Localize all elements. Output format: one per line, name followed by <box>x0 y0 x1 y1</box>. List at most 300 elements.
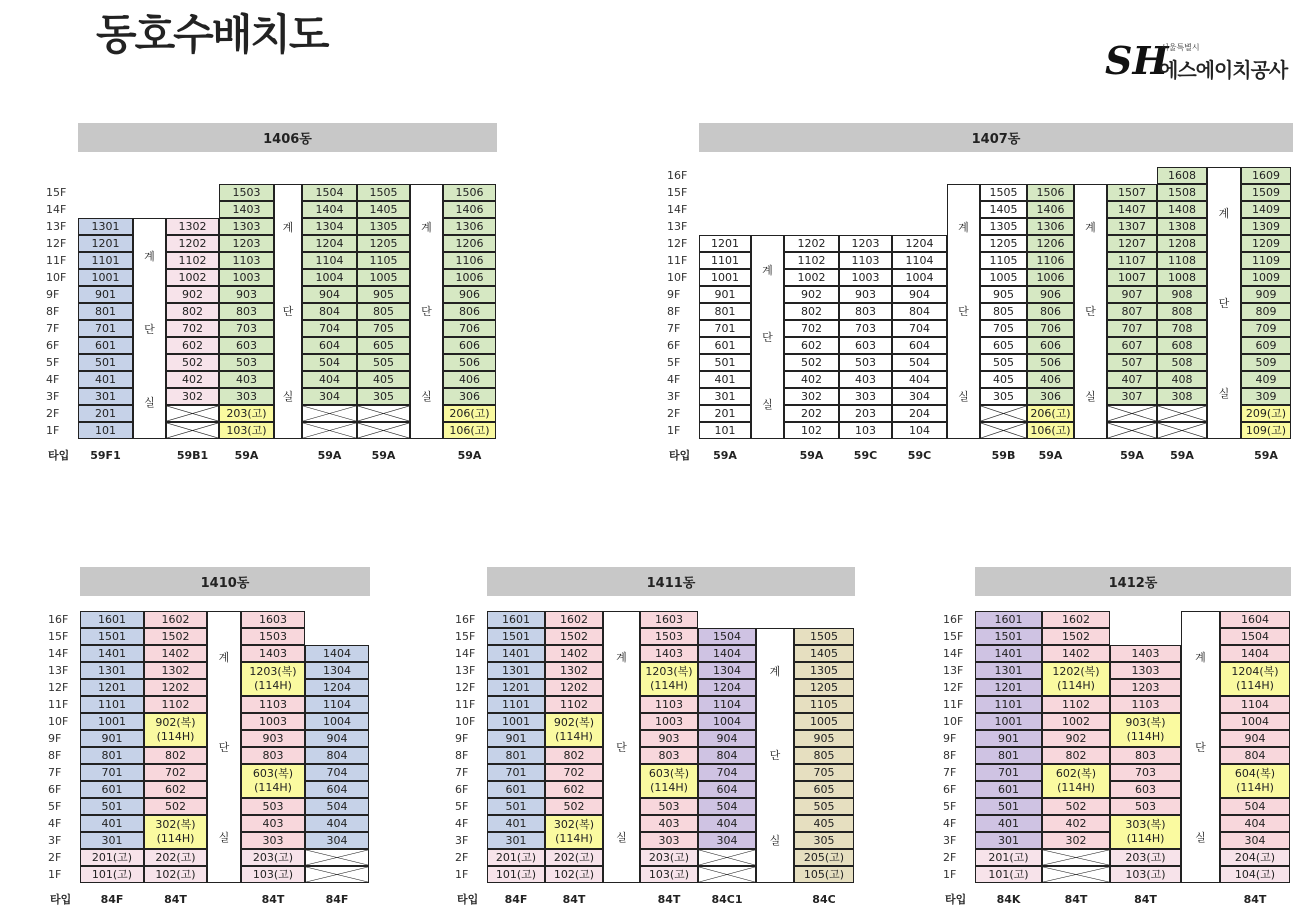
unit-cell: 1203 <box>839 235 892 252</box>
unit-cell: 102 <box>784 422 839 439</box>
unit-type-label: 59B <box>991 449 1016 462</box>
stairwell <box>274 184 302 439</box>
building-banner: 1411동 <box>487 567 855 596</box>
unit-cell: 302 <box>1042 832 1110 849</box>
unit-cell: 1306 <box>443 218 496 235</box>
empty-unit-cross <box>306 850 368 865</box>
floor-label: 11F <box>667 254 688 267</box>
floor-label: 11F <box>455 698 476 711</box>
unit-cell: 302 <box>784 388 839 405</box>
unit-cell: 1602 <box>1042 611 1110 628</box>
unit-cell: 304 <box>302 388 357 405</box>
type-row-label: 타입 <box>50 893 72 906</box>
floor-label: 8F <box>455 749 469 762</box>
unit-cell: 1205 <box>980 235 1027 252</box>
unit-label-line: (114H) <box>1126 730 1165 743</box>
floor-label: 12F <box>455 681 476 694</box>
unit-type-label: 84T <box>261 893 285 906</box>
unit-type-label: 59F1 <box>90 449 121 462</box>
type-row-label: 타입 <box>457 893 479 906</box>
unit-type-label: 59A <box>457 449 482 462</box>
empty-unit-cross <box>167 423 218 438</box>
stairwell-label: 실 <box>616 831 627 844</box>
unit-cell: 402 <box>166 371 219 388</box>
floor-label: 13F <box>455 664 476 677</box>
unit-cell: 106(고) <box>1027 422 1074 439</box>
floor-label: 5F <box>48 800 62 813</box>
stairwell-label: 단 <box>762 330 773 344</box>
unit-cell: 1501 <box>80 628 144 645</box>
unit-cell: 1204 <box>892 235 947 252</box>
unit-cell: 1304 <box>698 662 756 679</box>
unit-cell: 504 <box>892 354 947 371</box>
stairwell-label: 단 <box>1218 297 1230 310</box>
unit-cell: 1305 <box>794 662 854 679</box>
unit-cell: 302 <box>166 388 219 405</box>
unit-cell: 602 <box>545 781 603 798</box>
unit-label-line: (114H) <box>1126 832 1165 845</box>
unit-cell: 1503 <box>241 628 305 645</box>
unit-cell: 1502 <box>1042 628 1110 645</box>
unit-cell: 704 <box>892 320 947 337</box>
unit-cell: 1009 <box>1241 269 1291 286</box>
unit-cell: 1404 <box>698 645 756 662</box>
unit-label-line: (114H) <box>1236 679 1274 692</box>
building-banner: 1410동 <box>80 567 370 596</box>
unit-cell: 203(고) <box>640 849 698 866</box>
unit-cell: 404 <box>698 815 756 832</box>
unit-cell: 701 <box>78 320 133 337</box>
empty-unit-cross <box>1043 867 1109 882</box>
floor-label: 1F <box>943 868 957 881</box>
unit-cell: 1402 <box>545 645 603 662</box>
logo-company-name: 에스에이치공사 <box>1159 58 1288 82</box>
unit-cell: 901 <box>487 730 545 747</box>
unit-cell: 206(고) <box>443 405 496 422</box>
empty-unit <box>980 422 1027 439</box>
stairwell-label: 단 <box>218 741 230 754</box>
unit-cell: 904 <box>892 286 947 303</box>
floor-label: 12F <box>46 237 67 250</box>
floor-label: 7F <box>667 322 681 335</box>
empty-unit <box>1107 405 1157 422</box>
unit-cell: 906 <box>443 286 496 303</box>
unit-type-label: 84K <box>996 893 1021 906</box>
unit-cell: 1505 <box>794 628 854 645</box>
empty-unit-cross <box>699 867 755 882</box>
unit-cell: 1401 <box>975 645 1042 662</box>
unit-type-label: 84F <box>325 893 349 906</box>
empty-unit-cross <box>699 850 755 865</box>
unit-cell: 701 <box>487 764 545 781</box>
unit-cell: 1001 <box>78 269 133 286</box>
unit-label-line: 302(복) <box>553 818 595 831</box>
unit-cell: 1206 <box>1027 235 1074 252</box>
floor-label: 3F <box>48 834 62 847</box>
unit-cell: 604 <box>302 337 357 354</box>
unit-cell: 204 <box>892 405 947 422</box>
unit-type-label: 59A <box>1120 449 1144 462</box>
unit-cell: 1001 <box>80 713 144 730</box>
unit-cell: 502 <box>1042 798 1110 815</box>
unit-cell: 607 <box>1107 337 1157 354</box>
unit-type-label: 84T <box>1243 893 1267 906</box>
unit-cell: 1504 <box>1220 628 1290 645</box>
unit-cell: 401 <box>975 815 1042 832</box>
floor-label: 4F <box>46 373 60 386</box>
unit-cell <box>545 713 603 747</box>
floor-label: 6F <box>455 783 469 796</box>
unit-cell: 1403 <box>241 645 305 662</box>
unit-type-label: 59A <box>1254 449 1278 462</box>
unit-cell: 1004 <box>1220 713 1290 730</box>
stairwell-label: 실 <box>1218 387 1230 400</box>
empty-unit <box>1042 866 1110 883</box>
unit-cell <box>144 815 207 849</box>
stairwell <box>756 628 794 883</box>
unit-cell: 405 <box>980 371 1027 388</box>
type-row-label: 타입 <box>945 893 967 906</box>
unit-cell: 402 <box>784 371 839 388</box>
floor-label: 10F <box>455 715 476 728</box>
empty-unit <box>357 405 410 422</box>
floor-label: 2F <box>46 407 60 420</box>
unit-cell: 802 <box>144 747 207 764</box>
floor-label: 2F <box>667 407 681 420</box>
unit-cell: 1005 <box>794 713 854 730</box>
unit-cell: 1003 <box>640 713 698 730</box>
unit-cell: 503 <box>839 354 892 371</box>
unit-cell: 202(고) <box>144 849 207 866</box>
unit-cell: 1105 <box>357 252 410 269</box>
unit-cell: 504 <box>698 798 756 815</box>
unit-label-line: 903(복) <box>1125 716 1166 729</box>
unit-cell: 803 <box>1110 747 1181 764</box>
unit-type-label: 59A <box>317 449 342 462</box>
unit-cell: 1304 <box>302 218 357 235</box>
unit-cell: 1004 <box>305 713 369 730</box>
floor-label: 16F <box>48 613 69 626</box>
empty-unit-cross <box>1108 423 1156 438</box>
unit-cell: 706 <box>1027 320 1074 337</box>
unit-cell: 904 <box>305 730 369 747</box>
unit-type-label: 59B1 <box>176 449 209 462</box>
unit-label-line: (114H) <box>650 679 688 692</box>
unit-cell: 407 <box>1107 371 1157 388</box>
unit-cell: 1006 <box>443 269 496 286</box>
unit-label-line: (114H) <box>555 730 593 743</box>
floor-label: 15F <box>48 630 69 643</box>
unit-cell: 1109 <box>1241 252 1291 269</box>
unit-cell: 1201 <box>78 235 133 252</box>
unit-cell: 1406 <box>443 201 496 218</box>
stairwell <box>1074 184 1107 439</box>
floor-label: 13F <box>667 220 688 233</box>
unit-cell: 403 <box>241 815 305 832</box>
unit-cell: 1504 <box>698 628 756 645</box>
unit-cell: 301 <box>975 832 1042 849</box>
floor-label: 6F <box>667 339 681 352</box>
floor-label: 16F <box>943 613 964 626</box>
unit-cell: 1405 <box>794 645 854 662</box>
floor-label: 5F <box>943 800 957 813</box>
unit-cell: 1601 <box>80 611 144 628</box>
unit-cell: 1002 <box>1042 713 1110 730</box>
floor-label: 4F <box>455 817 469 830</box>
floor-label: 13F <box>48 664 69 677</box>
floor-label: 3F <box>667 390 681 403</box>
unit-cell: 201(고) <box>975 849 1042 866</box>
sh-logo-mark-text: SH <box>1105 38 1169 83</box>
unit-cell: 702 <box>784 320 839 337</box>
unit-cell: 1104 <box>698 696 756 713</box>
unit-cell: 603 <box>839 337 892 354</box>
empty-unit-cross <box>303 423 356 438</box>
unit-cell: 1004 <box>302 269 357 286</box>
stairwell-label: 계 <box>218 651 230 664</box>
unit-cell: 206(고) <box>1027 405 1074 422</box>
stairwell-label: 계 <box>769 665 781 679</box>
unit-cell: 801 <box>78 303 133 320</box>
unit-cell: 401 <box>699 371 751 388</box>
unit-cell: 1005 <box>357 269 410 286</box>
unit-cell: 103(고) <box>1110 866 1181 883</box>
unit-cell: 1208 <box>1157 235 1207 252</box>
stairwell <box>751 235 784 439</box>
unit-cell: 1305 <box>357 218 410 235</box>
unit-cell: 901 <box>975 730 1042 747</box>
unit-cell: 602 <box>166 337 219 354</box>
unit-cell <box>241 662 305 696</box>
floor-label: 14F <box>667 203 688 216</box>
unit-cell: 1604 <box>1220 611 1290 628</box>
unit-cell: 801 <box>487 747 545 764</box>
unit-cell: 1105 <box>794 696 854 713</box>
unit-cell: 1207 <box>1107 235 1157 252</box>
stairwell-label: 실 <box>282 389 294 403</box>
stairwell-label: 계 <box>282 221 294 235</box>
unit-cell: 902 <box>1042 730 1110 747</box>
unit-cell: 403 <box>219 371 274 388</box>
floor-label: 16F <box>455 613 476 626</box>
unit-cell: 1405 <box>980 201 1027 218</box>
unit-cell: 704 <box>302 320 357 337</box>
floor-label: 14F <box>48 647 69 660</box>
unit-cell <box>640 662 698 696</box>
unit-cell: 1206 <box>443 235 496 252</box>
stairwell-label: 단 <box>769 749 781 763</box>
unit-cell: 305 <box>357 388 410 405</box>
empty-unit-cross <box>306 867 368 882</box>
unit-cell: 1005 <box>980 269 1027 286</box>
unit-cell: 304 <box>892 388 947 405</box>
unit-cell: 401 <box>78 371 133 388</box>
unit-cell: 1201 <box>975 679 1042 696</box>
unit-cell: 701 <box>975 764 1042 781</box>
unit-cell: 804 <box>1220 747 1290 764</box>
unit-cell: 1501 <box>975 628 1042 645</box>
unit-cell: 808 <box>1157 303 1207 320</box>
unit-cell: 806 <box>443 303 496 320</box>
unit-cell: 1203 <box>1110 679 1181 696</box>
empty-unit <box>980 405 1027 422</box>
unit-cell: 102(고) <box>144 866 207 883</box>
unit-cell: 1309 <box>1241 218 1291 235</box>
floor-label: 11F <box>48 698 69 711</box>
stairwell-label: 실 <box>421 389 432 403</box>
unit-cell: 1404 <box>1220 645 1290 662</box>
unit-type-label: 84F <box>504 893 528 906</box>
stairwell-label: 단 <box>1085 305 1096 319</box>
unit-cell: 404 <box>302 371 357 388</box>
empty-unit-cross <box>303 406 356 421</box>
unit-cell: 1106 <box>443 252 496 269</box>
empty-unit <box>305 849 369 866</box>
empty-unit <box>698 866 756 883</box>
unit-cell: 1404 <box>302 201 357 218</box>
floor-label: 12F <box>48 681 69 694</box>
unit-cell: 1007 <box>1107 269 1157 286</box>
unit-cell: 901 <box>78 286 133 303</box>
unit-cell: 406 <box>1027 371 1074 388</box>
unit-cell: 601 <box>975 781 1042 798</box>
unit-cell <box>545 815 603 849</box>
unit-cell: 601 <box>699 337 751 354</box>
unit-cell: 903 <box>839 286 892 303</box>
unit-label-line: 303(복) <box>1125 818 1166 831</box>
unit-cell: 301 <box>78 388 133 405</box>
unit-cell: 1301 <box>80 662 144 679</box>
unit-cell: 803 <box>241 747 305 764</box>
floor-label: 15F <box>943 630 964 643</box>
floor-label: 13F <box>943 664 964 677</box>
unit-cell: 1304 <box>305 662 369 679</box>
unit-cell: 303 <box>241 832 305 849</box>
unit-cell: 408 <box>1157 371 1207 388</box>
unit-cell: 802 <box>545 747 603 764</box>
unit-label-line: 1203(복) <box>645 665 693 678</box>
unit-type-label: 84T <box>1064 893 1088 906</box>
unit-cell: 1001 <box>487 713 545 730</box>
floor-label: 11F <box>943 698 964 711</box>
unit-cell: 903 <box>219 286 274 303</box>
unit-cell: 503 <box>640 798 698 815</box>
unit-cell: 1301 <box>78 218 133 235</box>
unit-cell: 104(고) <box>1220 866 1290 883</box>
unit-cell: 1303 <box>1110 662 1181 679</box>
unit-cell: 1509 <box>1241 184 1291 201</box>
unit-type-label: 84T <box>164 893 187 906</box>
unit-cell: 1403 <box>640 645 698 662</box>
unit-cell: 902 <box>166 286 219 303</box>
unit-cell: 1502 <box>144 628 207 645</box>
unit-cell: 1302 <box>144 662 207 679</box>
unit-cell: 303 <box>839 388 892 405</box>
unit-cell: 702 <box>545 764 603 781</box>
unit-cell: 1403 <box>1110 645 1181 662</box>
unit-cell: 803 <box>839 303 892 320</box>
unit-cell: 301 <box>487 832 545 849</box>
unit-cell: 803 <box>640 747 698 764</box>
unit-cell: 1104 <box>1220 696 1290 713</box>
unit-cell: 1407 <box>1107 201 1157 218</box>
stairwell <box>1181 611 1220 883</box>
floor-label: 8F <box>943 749 957 762</box>
unit-cell: 1302 <box>166 218 219 235</box>
unit-cell: 804 <box>698 747 756 764</box>
unit-cell: 706 <box>443 320 496 337</box>
stairwell-label: 계 <box>762 263 773 277</box>
floor-label: 12F <box>667 237 688 250</box>
unit-label-line: (114H) <box>1057 679 1095 692</box>
unit-cell: 1602 <box>144 611 207 628</box>
unit-cell: 205(고) <box>794 849 854 866</box>
unit-cell: 1108 <box>1157 252 1207 269</box>
unit-cell: 404 <box>305 815 369 832</box>
unit-cell: 303 <box>219 388 274 405</box>
unit-cell: 609 <box>1241 337 1291 354</box>
unit-cell: 905 <box>357 286 410 303</box>
unit-cell: 805 <box>794 747 854 764</box>
unit-cell: 1201 <box>699 235 751 252</box>
unit-cell: 1507 <box>1107 184 1157 201</box>
stairwell-label: 실 <box>144 395 155 409</box>
unit-cell: 1103 <box>839 252 892 269</box>
unit-type-label: 59C <box>853 449 878 462</box>
unit-cell: 505 <box>794 798 854 815</box>
unit-cell: 1006 <box>1027 269 1074 286</box>
unit-type-label: 84C <box>812 893 836 906</box>
floor-label: 2F <box>455 851 469 864</box>
unit-cell: 109(고) <box>1241 422 1291 439</box>
empty-unit-cross <box>1043 850 1109 865</box>
unit-cell: 901 <box>80 730 144 747</box>
unit-cell: 409 <box>1241 371 1291 388</box>
unit-cell: 1307 <box>1107 218 1157 235</box>
unit-label-line: (114H) <box>156 730 195 743</box>
unit-cell: 1102 <box>545 696 603 713</box>
unit-cell: 1102 <box>144 696 207 713</box>
unit-cell: 1603 <box>241 611 305 628</box>
unit-cell: 1401 <box>487 645 545 662</box>
unit-label-line: 1202(복) <box>1052 665 1100 678</box>
empty-unit <box>166 405 219 422</box>
unit-label-line: (114H) <box>1236 781 1274 794</box>
unit-cell: 1205 <box>357 235 410 252</box>
unit-cell: 604 <box>305 781 369 798</box>
unit-cell: 502 <box>784 354 839 371</box>
unit-cell: 1003 <box>839 269 892 286</box>
floor-label: 6F <box>46 339 60 352</box>
unit-cell: 1608 <box>1157 167 1207 184</box>
stairwell <box>410 184 443 439</box>
empty-unit <box>302 405 357 422</box>
floor-label: 7F <box>943 766 957 779</box>
unit-cell: 201 <box>78 405 133 422</box>
unit-cell: 101(고) <box>487 866 545 883</box>
floor-label: 2F <box>943 851 957 864</box>
floor-label: 15F <box>46 186 67 199</box>
logo-city-label: 서울특별시 <box>1161 43 1200 52</box>
unit-cell: 1202 <box>545 679 603 696</box>
unit-cell: 1202 <box>166 235 219 252</box>
unit-cell: 902 <box>784 286 839 303</box>
floor-label: 8F <box>46 305 60 318</box>
unit-cell: 1107 <box>1107 252 1157 269</box>
unit-cell: 1001 <box>699 269 751 286</box>
stairwell <box>207 611 241 883</box>
unit-cell: 1403 <box>219 201 274 218</box>
